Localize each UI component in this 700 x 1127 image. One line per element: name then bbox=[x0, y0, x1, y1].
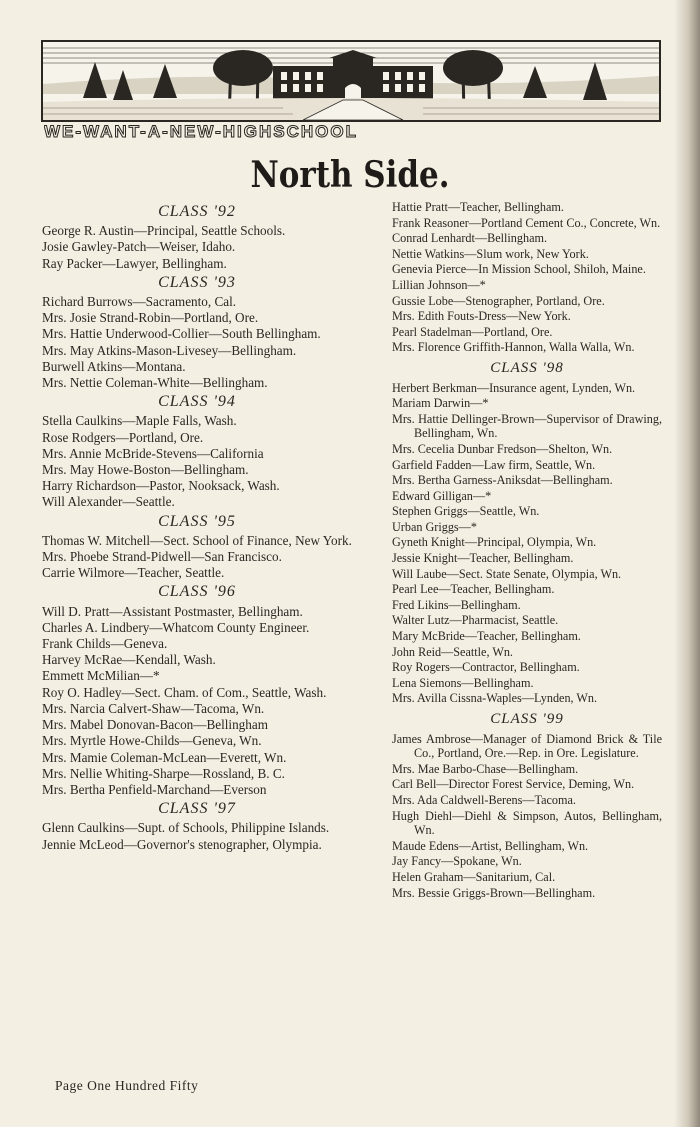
alumni-entry: Mrs. Edith Fouts-Dress—New York. bbox=[392, 309, 571, 324]
alumni-entry: Genevia Pierce—In Mission School, Shiloh, Maine. bbox=[392, 262, 646, 277]
alumni-entry: Urban Griggs—* bbox=[392, 519, 477, 534]
alumni-entry: Ray Packer—Lawyer, Bellingham. bbox=[42, 255, 227, 271]
alumni-entry: Mariam Darwin—* bbox=[392, 396, 489, 411]
alumni-entry: Carl Bell—Director Forest Service, Deming, Wn. bbox=[392, 777, 635, 792]
alumni-entry: Mary McBride—Teacher, Bellingham. bbox=[392, 629, 581, 644]
alumni-entry: Mrs. Bertha Penfield-Marchand—Everson bbox=[42, 781, 267, 797]
alumni-entry: Will Laube—Sect. State Senate, Olympia, Wn. bbox=[392, 566, 622, 581]
alumni-entry: Mrs. Phoebe Strand-Pidwell—San Francisco. bbox=[42, 549, 282, 565]
alumni-entry: Jennie McLeod—Governor's stenographer, Olympia. bbox=[42, 836, 322, 852]
alumni-entry: Hugh Diehl—Diehl & Simpson, Autos, Bellingham, Wn. bbox=[392, 808, 662, 838]
alumni-entry: Edward Gilligan—* bbox=[392, 488, 492, 503]
alumni-entry: Emmett McMilian—* bbox=[42, 668, 160, 684]
banner-motto: WE-WANT-A-NEW-HIGHSCHOOL bbox=[44, 122, 358, 141]
alumni-entry: Glenn Caulkins—Supt. of Schools, Philippine Islands. bbox=[42, 820, 330, 836]
class-heading: CLASS '95 bbox=[158, 512, 236, 530]
alumni-entry: Stella Caulkins—Maple Falls, Wash. bbox=[42, 413, 237, 429]
alumni-entry: Helen Graham—Sanitarium, Cal. bbox=[392, 869, 556, 884]
alumni-entry: Mrs. Mamie Coleman-McLean—Everett, Wn. bbox=[42, 749, 287, 765]
alumni-entry: Mrs. Myrtle Howe-Childs—Geneva, Wn. bbox=[42, 733, 262, 749]
alumni-entry: Hattie Pratt—Teacher, Bellingham. bbox=[392, 200, 564, 214]
alumni-entry: Burwell Atkins—Montana. bbox=[42, 358, 186, 374]
alumni-entry: Roy Rogers—Contractor, Bellingham. bbox=[392, 660, 580, 675]
alumni-entry: Mrs. Mae Barbo-Chase—Bellingham. bbox=[392, 761, 579, 776]
alumni-entry: Mrs. May Howe-Boston—Bellingham. bbox=[42, 462, 249, 478]
alumni-entry: Charles A. Lindbery—Whatcom County Engineer. bbox=[42, 619, 310, 635]
alumni-entry: Walter Lutz—Pharmacist, Seattle. bbox=[392, 613, 559, 628]
alumni-entry: Carrie Wilmore—Teacher, Seattle. bbox=[42, 565, 225, 581]
alumni-entry: Thomas W. Mitchell—Sect. School of Finance, New York. bbox=[42, 532, 352, 548]
alumni-entry: Pearl Lee—Teacher, Bellingham. bbox=[392, 582, 555, 597]
alumni-entry: George R. Austin—Principal, Seattle Schools. bbox=[42, 223, 286, 239]
class-heading: CLASS '98 bbox=[490, 359, 564, 376]
alumni-entry: Mrs. Narcia Calvert-Shaw—Tacoma, Wn. bbox=[42, 700, 265, 716]
alumni-entry: Mrs. Mabel Donovan-Bacon—Bellingham bbox=[42, 717, 268, 733]
alumni-entry: Harvey McRae—Kendall, Wash. bbox=[42, 652, 216, 668]
alumni-entry: Harry Richardson—Pastor, Nooksack, Wash. bbox=[42, 478, 280, 494]
header-illustration bbox=[41, 40, 661, 122]
alumni-entry: Herbert Berkman—Insurance agent, Lynden, Wn. bbox=[392, 380, 636, 395]
alumni-entry: James Ambrose—Manager of Diamond Brick & Tile Co., Portland, Ore.—Rep. in Ore. Legislature. bbox=[392, 731, 662, 761]
alumni-entry: Josie Gawley-Patch—Weiser, Idaho. bbox=[42, 239, 236, 255]
class-heading: CLASS '97 bbox=[158, 800, 236, 818]
class-heading: CLASS '92 bbox=[158, 203, 236, 220]
alumni-entry: Mrs. Cecelia Dunbar Fredson—Shelton, Wn. bbox=[392, 441, 613, 456]
alumni-entry: Lena Siemons—Bellingham. bbox=[392, 675, 534, 690]
class-heading: CLASS '99 bbox=[490, 711, 564, 727]
alumni-entry: Jessie Knight—Teacher, Bellingham. bbox=[392, 551, 574, 566]
alumni-entry: Mrs. Ada Caldwell-Berens—Tacoma. bbox=[392, 792, 576, 807]
alumni-entry: Mrs. Hattie Underwood-Collier—South Bellingham. bbox=[42, 326, 321, 342]
class-heading: CLASS '93 bbox=[158, 273, 236, 291]
alumni-entry: Rose Rodgers—Portland, Ore. bbox=[42, 429, 204, 445]
alumni-entry: Conrad Lenhardt—Bellingham. bbox=[392, 231, 548, 246]
alumni-entry: Mrs. Florence Griffith-Hannon, Walla Walla, Wn. bbox=[392, 340, 635, 355]
alumni-entry: Fred Likins—Bellingham. bbox=[392, 597, 521, 612]
class-heading: CLASS '96 bbox=[158, 583, 236, 601]
alumni-entry: Maude Edens—Artist, Bellingham, Wn. bbox=[392, 838, 589, 853]
alumni-entry: Richard Burrows—Sacramento, Cal. bbox=[42, 294, 237, 310]
alumni-entry: Frank Reasoner—Portland Cement Co., Concrete, Wn. bbox=[392, 215, 661, 230]
class-heading: CLASS '94 bbox=[158, 393, 236, 411]
alumni-entry: Mrs. May Atkins-Mason-Livesey—Bellingham. bbox=[42, 342, 297, 358]
alumni-entry: Roy O. Hadley—Sect. Cham. of Com., Seattle, Wash. bbox=[42, 684, 327, 700]
alumni-entry: Gyneth Knight—Principal, Olympia, Wn. bbox=[392, 535, 597, 550]
right-column bbox=[392, 200, 662, 901]
alumni-entry: Mrs. Annie McBride-Stevens—California bbox=[42, 445, 264, 461]
alumni-entry: Will D. Pratt—Assistant Postmaster, Bellingham. bbox=[42, 603, 303, 619]
page-title: North Side. bbox=[250, 154, 450, 196]
page-edge-shadow bbox=[674, 0, 700, 1127]
alumni-entry: Mrs. Avilla Cissna-Waples—Lynden, Wn. bbox=[392, 691, 598, 706]
alumni-entry: Will Alexander—Seattle. bbox=[42, 494, 175, 510]
alumni-entry: Jay Fancy—Spokane, Wn. bbox=[392, 854, 522, 869]
alumni-entry: Pearl Stadelman—Portland, Ore. bbox=[392, 324, 553, 339]
page-footer: Page One Hundred Fifty bbox=[55, 1078, 199, 1093]
alumni-entry: Mrs. Nellie Whiting-Sharpe—Rossland, B. C. bbox=[42, 765, 285, 781]
alumni-entry: John Reid—Seattle, Wn. bbox=[392, 644, 513, 659]
alumni-entry: Stephen Griggs—Seattle, Wn. bbox=[392, 504, 540, 519]
alumni-entry: Gussie Lobe—Stenographer, Portland, Ore. bbox=[392, 293, 605, 308]
alumni-entry: Garfield Fadden—Law firm, Seattle, Wn. bbox=[392, 457, 596, 472]
alumni-entry: Mrs. Hattie Dellinger-Brown—Supervisor of Drawing, Bellingham, Wn. bbox=[392, 411, 662, 441]
alumni-entry: Nettie Watkins—Slum work, New York. bbox=[392, 246, 589, 261]
alumni-entry: Mrs. Bessie Griggs-Brown—Bellingham. bbox=[392, 885, 596, 900]
left-column bbox=[42, 200, 352, 853]
alumni-entry: Mrs. Nettie Coleman-White—Bellingham. bbox=[42, 375, 268, 391]
alumni-entry: Frank Childs—Geneva. bbox=[42, 636, 168, 652]
alumni-entry: Mrs. Josie Strand-Robin—Portland, Ore. bbox=[42, 310, 259, 326]
alumni-entry: Mrs. Bertha Garness-Aniksdat—Bellingham. bbox=[392, 473, 613, 488]
alumni-entry: Lillian Johnson—* bbox=[392, 277, 486, 292]
